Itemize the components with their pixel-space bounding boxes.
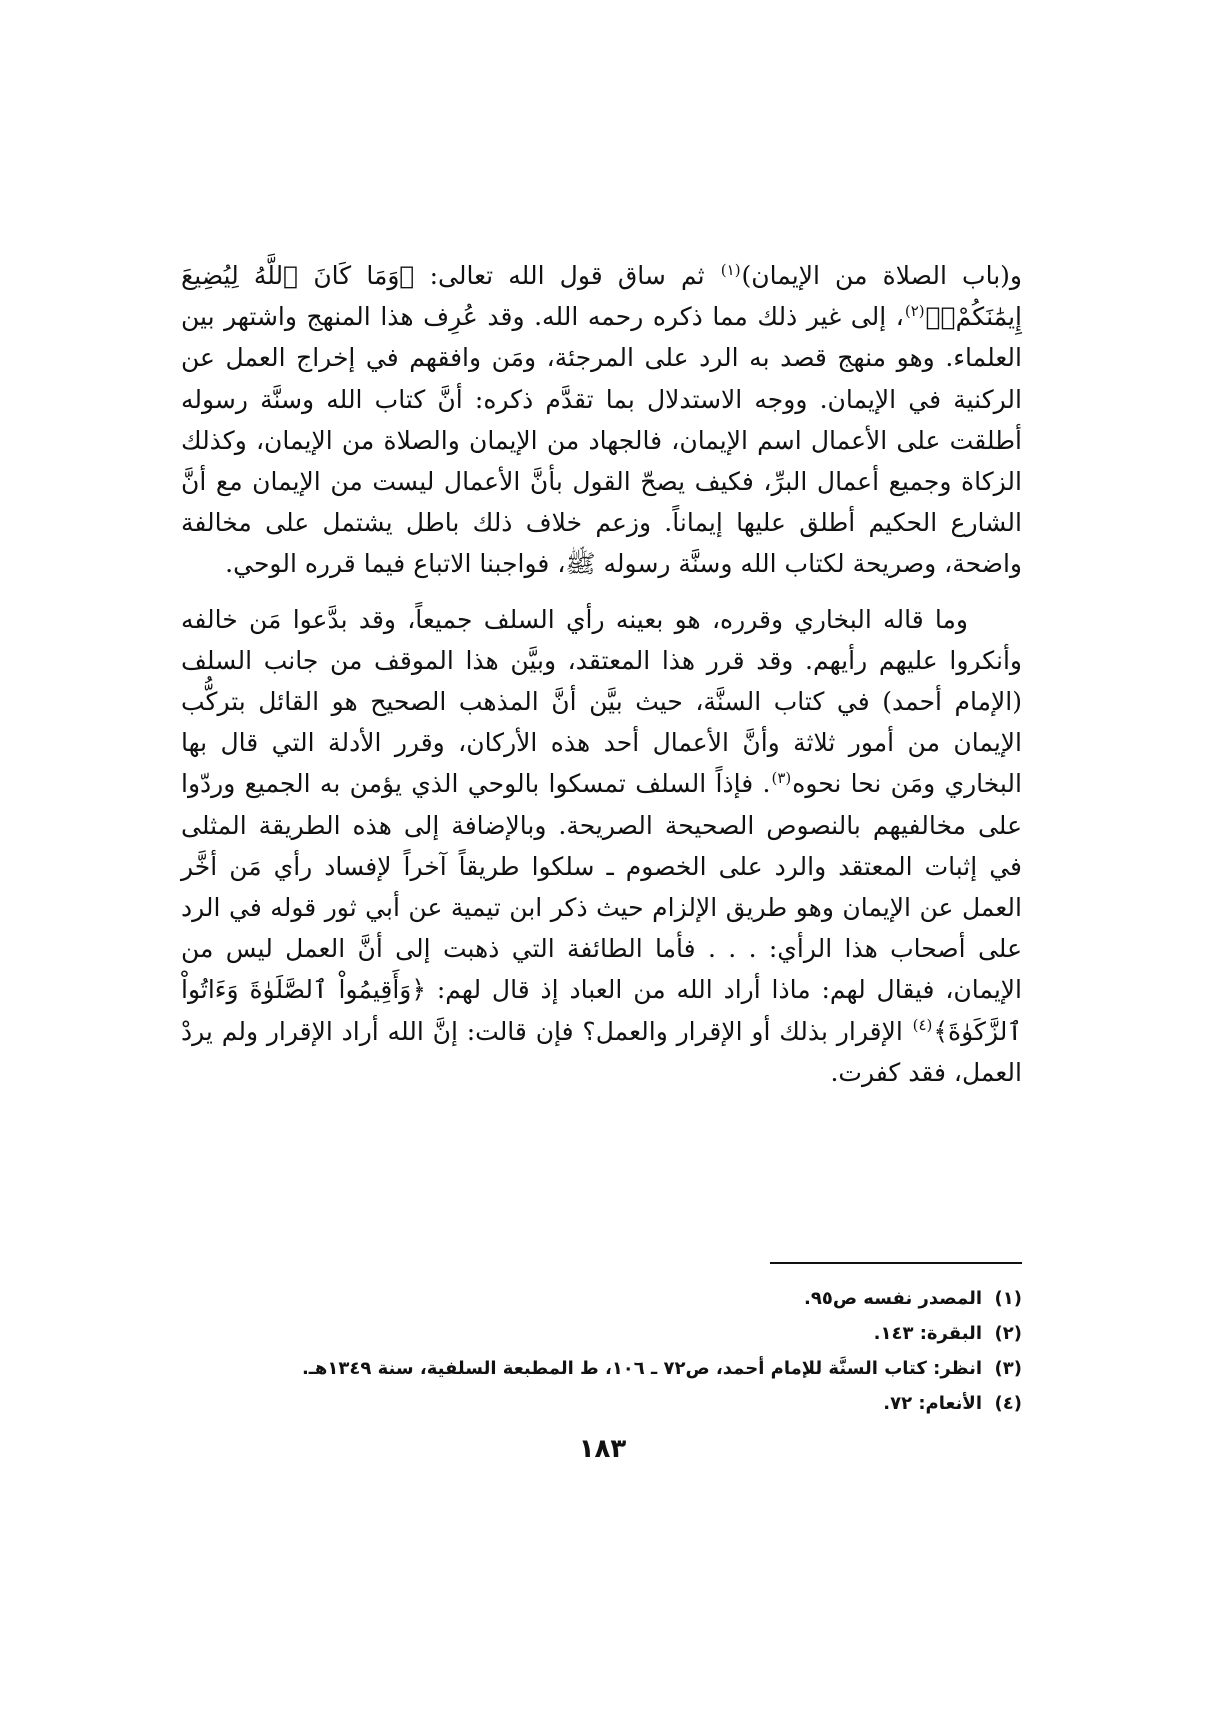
footnote-number: (٢) — [994, 1323, 1022, 1344]
footnote-reference: (٣) — [771, 769, 792, 788]
footnote-text: البقرة: ١٤٣. — [873, 1323, 982, 1344]
footnote-divider — [770, 1262, 1022, 1264]
quran-verse: ﴿وَمَا كَانَ ٱللَّهُ لِيُضِيعَ إِيمَٰنَكُمْۚ﴾ — [181, 261, 1022, 332]
footnote-number: (٤) — [994, 1393, 1022, 1414]
page-number: ١٨٣ — [578, 1434, 627, 1464]
paragraph-text: وما قاله البخاري وقرره، هو بعينه رأي السلف جميعاً، وقد بدَّعوا مَن خالفه وأنكروا عليهم رأيهم. وقد قرر هذا المعتقد، وبيَّن هذا الموقف من جانب السلف (الإمام أحمد) في كتاب السنَّة، حيث بيَّن أنَّ المذهب الصحيح هو القائل بتركُّب الإيمان من أمور ثلاثة وأنَّ الأعمال أحد هذه الأركان، وقرر الأدلة التي قال بها البخاري ومَن نحا نحوه — [181, 604, 1022, 799]
paragraph-text: . فإذاً السلف تمسكوا بالوحي الذي يؤمن به الجميع وردّوا على مخالفيهم بالنصوص الصحيحة الصريحة. وبالإضافة إلى هذه الطريقة المثلى في إثبات المعتقد والرد على الخصوم ـ سلكوا طريقاً آخراً لإفساد رأي مَن أخَّر العمل عن الإيمان وهو طريق الإلزام حيث ذكر ابن تيمية عن أبي ثور قوله في الرد على أصحاب هذا الرأي: . . . فأما الطائفة التي ذهبت إلى أنَّ العمل ليس من الإيمان، فيقال لهم: ماذا أراد الله من العباد إذ قال لهم: — [181, 769, 1022, 1005]
footnote-item — [181, 1351, 1022, 1386]
footnote-text: انظر: كتاب السنَّة للإمام أحمد، ص٧٢ ـ ١٠٦، ط المطبعة السلفية، سنة ١٣٤٩هـ. — [301, 1358, 982, 1379]
paragraph-text: الإقرار بذلك أو الإقرار والعمل؟ فإن قالت: إنَّ الله أراد الإقرار ولم يردْ العمل، فقد كفرت. — [181, 1016, 1022, 1087]
footnote-item — [181, 1316, 1022, 1351]
paragraph-1 — [181, 255, 1022, 585]
footnote-number: (١) — [994, 1288, 1022, 1309]
paragraph-text: و(باب الصلاة من الإيمان) — [741, 261, 1022, 290]
footnote-number: (٣) — [994, 1358, 1022, 1379]
footnotes-list — [181, 1281, 1022, 1421]
quran-verse: ﴿وَأَقِيمُواْ ٱلصَّلَوٰةَ وَءَاتُواْ ٱلزَّكَوٰةَ﴾ — [181, 975, 1022, 1046]
footnote-text: المصدر نفسه ص٩٥. — [803, 1288, 982, 1309]
footnote-item — [181, 1386, 1022, 1421]
footnote-reference: (٢) — [904, 301, 925, 320]
paragraph-text: ، إلى غير ذلك مما ذكره رحمه الله. وقد عُرِف هذا المنهج واشتهر بين العلماء. وهو منهج قصد به الرد على المرجئة، ومَن وافقهم في إخراج العمل عن الركنية في الإيمان. ووجه الاستدلال بما تقدَّم ذكره: أنَّ كتاب الله وسنَّة رسوله أطلقت على الأعمال اسم الإيمان، فالجهاد من الإيمان والصلاة من الإيمان، وكذلك الزكاة وجميع أعمال البرِّ، فكيف يصحّ القول بأنَّ الأعمال ليست من الإيمان مع أنَّ الشارع الحكيم أطلق عليها إيماناً. وزعم خلاف ذلك باطل يشتمل على مخالفة واضحة، وصريحة لكتاب الله وسنَّة رسوله ﷺ، فواجبنا الاتباع فيما قرره الوحي. — [181, 302, 1022, 579]
footnote-item — [181, 1281, 1022, 1316]
body-text — [181, 255, 1022, 1093]
footnote-reference: (٤) — [912, 1016, 933, 1035]
paragraph-2 — [181, 599, 1022, 1093]
footnote-text: الأنعام: ٧٢. — [883, 1393, 982, 1414]
footnote-reference: (١) — [720, 260, 741, 279]
paragraph-text: ثم ساق قول الله تعالى: — [414, 261, 720, 290]
